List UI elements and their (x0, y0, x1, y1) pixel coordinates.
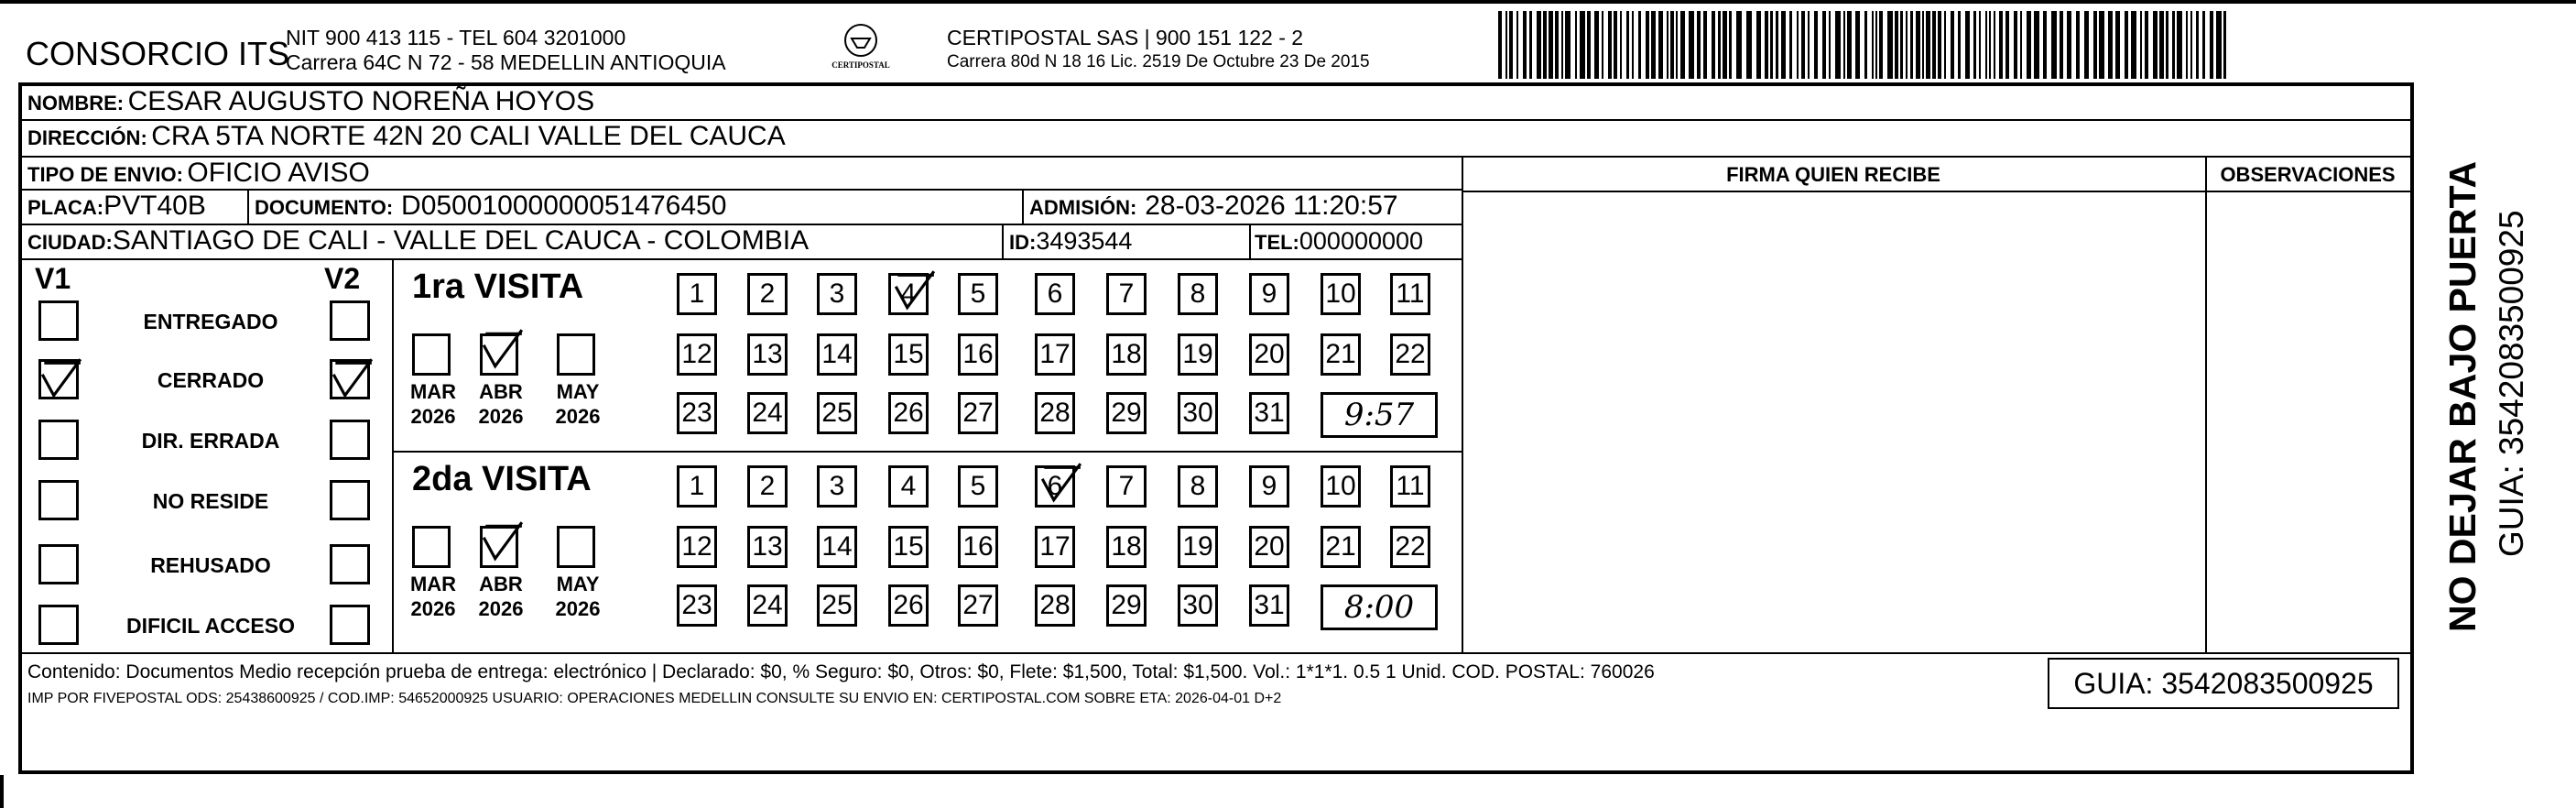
barcode-bar (1658, 11, 1663, 79)
visit-title: 2da VISITA (412, 460, 592, 498)
city-value: SANTIAGO DE CALI - VALLE DEL CAUCA - COLOMBIA (112, 225, 810, 256)
day-box[interactable]: 17 (1035, 526, 1075, 568)
plate-row (22, 191, 1463, 225)
status-label: NO RESIDE (152, 489, 269, 513)
barcode-bar (1575, 11, 1577, 79)
barcode-bar (2067, 11, 2071, 79)
month-name: ABR (479, 380, 523, 403)
barcode-bar (2145, 11, 2148, 79)
status-v1-box[interactable] (38, 544, 79, 584)
barcode-bar (2108, 11, 2113, 79)
left-border-mark (0, 775, 4, 808)
barcode-bar (1765, 11, 1768, 79)
barcode-bar (2093, 11, 2097, 79)
day-box[interactable]: 31 (1249, 392, 1289, 434)
barcode-bar (1900, 11, 1903, 79)
day-box[interactable]: 13 (747, 526, 788, 568)
barcode-bar (1638, 11, 1641, 79)
day-box[interactable]: 29 (1106, 584, 1147, 627)
day-box[interactable]: 11 (1390, 273, 1430, 315)
visit-title: 1ra VISITA (412, 268, 584, 306)
day-box[interactable]: 12 (677, 333, 717, 376)
status-v1-box[interactable] (38, 300, 79, 341)
barcode-bar (2186, 11, 2188, 79)
day-box[interactable]: 24 (747, 584, 788, 627)
barcode-bar (1835, 11, 1841, 79)
barcode-bar (1864, 11, 1867, 79)
handwritten-time-box: 8:00 (1321, 584, 1438, 630)
barcode-bar (1670, 11, 1674, 79)
day-box[interactable]: 7 (1106, 273, 1147, 315)
barcode-bar (1875, 11, 1877, 79)
company-nit: NIT 900 413 115 - TEL 604 3201000 (286, 26, 626, 49)
day-box[interactable]: 18 (1106, 526, 1147, 568)
barcode-bar (1537, 11, 1541, 79)
month-label (546, 572, 610, 621)
month-name: ABR (479, 573, 523, 595)
status-v2-box[interactable] (330, 480, 370, 520)
barcode-bar (1944, 11, 1946, 79)
barcode-bar (1789, 11, 1792, 79)
barcode-bar (2131, 11, 2136, 79)
barcode-bar (2060, 11, 2063, 79)
month-label (401, 379, 465, 429)
type-row (22, 158, 1463, 191)
barcode-bar (1843, 11, 1845, 79)
day-box[interactable]: 27 (958, 392, 998, 434)
barcode-bar (1879, 11, 1883, 79)
barcode-bar (1620, 11, 1622, 79)
month-name: MAR (409, 573, 457, 595)
day-box[interactable]: 19 (1178, 333, 1218, 376)
id-label: ID: (1009, 231, 1037, 254)
barcode-bar (2223, 11, 2226, 79)
day-box[interactable]: 6 (1035, 273, 1075, 315)
barcode-bar (1680, 11, 1685, 79)
month-label (546, 379, 610, 429)
month-box[interactable] (557, 333, 595, 376)
barcode-bar (2202, 11, 2205, 79)
barcode (1498, 11, 2231, 79)
barcode-bar (1697, 11, 1701, 79)
day-box[interactable]: 30 (1178, 392, 1218, 434)
day-box[interactable]: 13 (747, 333, 788, 376)
barcode-bar (1565, 11, 1571, 79)
barcode-bar (1887, 11, 1893, 79)
barcode-bar (2166, 11, 2168, 79)
month-year: 2026 (478, 597, 524, 620)
admission-value: 28-03-2026 11:20:57 (1145, 191, 1398, 221)
day-box[interactable]: 23 (677, 584, 717, 627)
day-box[interactable]: 8 (1178, 465, 1218, 508)
month-label (469, 379, 533, 429)
day-box[interactable]: 21 (1321, 526, 1361, 568)
status-v2-box[interactable] (330, 300, 370, 341)
day-box[interactable]: 3 (817, 273, 857, 315)
barcode-bar (1608, 11, 1612, 79)
barcode-bar (1999, 11, 2003, 79)
document-value: D05001000000051476450 (401, 191, 727, 221)
barcode-bar (2051, 11, 2057, 79)
status-label: REHUSADO (150, 553, 271, 577)
barcode-bar (1973, 11, 1976, 79)
barcode-bar (1509, 11, 1513, 79)
barcode-bar (1529, 11, 1532, 79)
status-v2-box[interactable] (330, 544, 370, 584)
status-v1-header: V1 (35, 262, 71, 295)
day-box[interactable]: 11 (1390, 465, 1430, 508)
city-row (22, 225, 1463, 260)
barcode-bar (1916, 11, 1920, 79)
barcode-bar (1703, 11, 1707, 79)
divider-visits (392, 451, 1462, 453)
status-label: DIR. ERRADA (141, 429, 280, 453)
barcode-bar (1958, 11, 1961, 79)
barcode-bar (1712, 11, 1715, 79)
barcode-bar (1580, 11, 1585, 79)
month-name: MAR (409, 380, 457, 403)
day-box[interactable]: 1 (677, 465, 717, 508)
side-guia: GUIA: 3542083500925 (2493, 210, 2530, 557)
status-label: ENTREGADO (143, 310, 278, 333)
address-label: DIRECCIÓN: (27, 126, 147, 149)
shipment-type: OFICIO AVISO (187, 158, 370, 188)
barcode-bar (1667, 11, 1668, 79)
status-v1-box[interactable] (38, 480, 79, 520)
barcode-bar (2115, 11, 2120, 79)
side-warning: NO DEJAR BAJO PUERTA (2441, 160, 2484, 632)
logo-text: CERTIPOSTAL (831, 60, 890, 70)
day-box[interactable]: 9 (1249, 273, 1289, 315)
day-box[interactable]: 4 (888, 465, 929, 508)
barcode-bar (1932, 11, 1936, 79)
day-box[interactable]: 5 (958, 465, 998, 508)
footer-imp: IMP POR FIVEPOSTAL ODS: 25438600925 / COD.IMP: 54652000925 USUARIO: OPERACIONES MEDELLIN CONSULTE SU ENVIO EN: CERTIPOSTAL.COM SOBRE ETA: 2026-04-01 D+2 (27, 691, 1282, 706)
barcode-bar (2125, 11, 2128, 79)
barcode-bar (1855, 11, 1860, 79)
barcode-bar (1926, 11, 1930, 79)
barcode-bar (2190, 11, 2192, 79)
city-label: CIUDAD: (27, 231, 113, 254)
footer-guia-box (2048, 658, 2399, 709)
barcode-bar (1770, 11, 1773, 79)
id-value: 3493544 (1036, 227, 1133, 255)
status-v2-box[interactable] (330, 420, 370, 460)
barcode-bar (2027, 11, 2031, 79)
status-label: CERRADO (157, 368, 265, 392)
status-v1-box[interactable] (38, 605, 79, 645)
month-name: MAY (556, 380, 600, 403)
day-box[interactable]: 28 (1035, 584, 1075, 627)
barcode-bar (1808, 11, 1810, 79)
month-box[interactable] (557, 526, 595, 568)
status-v2-header: V2 (324, 262, 361, 295)
barcode-bar (2216, 11, 2222, 79)
barcode-bar (1614, 11, 1617, 79)
barcode-bar (1549, 11, 1553, 79)
barcode-bar (1829, 11, 1831, 79)
day-box[interactable]: 19 (1178, 526, 1218, 568)
day-box[interactable]: 23 (677, 392, 717, 434)
day-box[interactable]: 4 (888, 273, 929, 315)
barcode-bar (2014, 11, 2017, 79)
barcode-bar (1498, 11, 1502, 79)
day-box[interactable]: 29 (1106, 392, 1147, 434)
barcode-bar (1822, 11, 1826, 79)
barcode-bar (1814, 11, 1818, 79)
status-v2-box[interactable] (330, 605, 370, 645)
month-box[interactable] (412, 526, 451, 568)
status-v1-box[interactable] (38, 420, 79, 460)
barcode-bar (2159, 11, 2164, 79)
day-box[interactable]: 12 (677, 526, 717, 568)
day-box[interactable]: 15 (888, 333, 929, 376)
barcode-bar (1543, 11, 1547, 79)
month-year: 2026 (555, 597, 601, 620)
day-box[interactable]: 21 (1321, 333, 1361, 376)
day-box[interactable]: 10 (1321, 465, 1361, 508)
barcode-bar (1985, 11, 1987, 79)
barcode-bar (1555, 11, 1559, 79)
day-box[interactable]: 20 (1249, 333, 1289, 376)
divider-signature (1462, 158, 1463, 652)
barcode-bar (1994, 11, 1995, 79)
month-label (469, 572, 533, 621)
barcode-bar (1756, 11, 1761, 79)
barcode-bar (2177, 11, 2182, 79)
status-label: DIFICIL ACCESO (125, 614, 295, 638)
day-box[interactable]: 14 (817, 526, 857, 568)
month-year: 2026 (410, 597, 456, 620)
admission-label: ADMISIÓN: (1029, 196, 1137, 219)
barcode-bar (1951, 11, 1954, 79)
barcode-bar (1736, 11, 1742, 79)
day-box[interactable]: 17 (1035, 333, 1075, 376)
plate-value: PVT40B (103, 191, 206, 221)
barcode-bar (1965, 11, 1970, 79)
day-box[interactable]: 8 (1178, 273, 1218, 315)
barcode-bar (2172, 11, 2175, 79)
header-top-rule (0, 0, 2576, 4)
day-box[interactable]: 6 (1035, 465, 1075, 508)
document-label: DOCUMENTO: (255, 196, 394, 219)
barcode-bar (1872, 11, 1874, 79)
barcode-bar (1676, 11, 1678, 79)
barcode-bar (1847, 11, 1852, 79)
barcode-bar (1895, 11, 1898, 79)
delivery-form (18, 82, 2414, 774)
barcode-bar (1797, 11, 1799, 79)
barcode-bar (2210, 11, 2213, 79)
day-box[interactable]: 28 (1035, 392, 1075, 434)
barcode-bar (1632, 11, 1634, 79)
day-box[interactable]: 5 (958, 273, 998, 315)
barcode-bar (1523, 11, 1527, 79)
barcode-bar (1723, 11, 1727, 79)
barcode-bar (1910, 11, 1913, 79)
day-box[interactable]: 2 (747, 273, 788, 315)
status-v1-box[interactable] (38, 359, 79, 399)
barcode-bar (1729, 11, 1732, 79)
month-box[interactable] (480, 333, 518, 376)
day-box[interactable]: 16 (958, 526, 998, 568)
barcode-bar (1594, 11, 1599, 79)
month-year: 2026 (478, 405, 524, 428)
address-row (22, 121, 2410, 158)
barcode-bar (1922, 11, 1924, 79)
day-box[interactable]: 2 (747, 465, 788, 508)
barcode-bar (1689, 11, 1694, 79)
company-address: Carrera 64C N 72 - 58 MEDELLIN ANTIOQUIA (286, 50, 726, 74)
barcode-bar (1626, 11, 1629, 79)
barcode-bar (2196, 11, 2199, 79)
day-box[interactable]: 1 (677, 273, 717, 315)
observations-header: OBSERVACIONES (2220, 163, 2396, 186)
barcode-bar (1781, 11, 1786, 79)
barcode-bar (1938, 11, 1941, 79)
day-box[interactable]: 3 (817, 465, 857, 508)
carrier-license: Carrera 80d N 18 16 Lic. 2519 De Octubre 23 De 2015 (947, 52, 1370, 71)
name-label: NOMBRE: (27, 92, 125, 115)
barcode-bar (1746, 11, 1752, 79)
barcode-bar (1587, 11, 1591, 79)
barcode-bar (1776, 11, 1778, 79)
day-box[interactable]: 9 (1249, 465, 1289, 508)
day-box[interactable]: 30 (1178, 584, 1218, 627)
barcode-bar (1602, 11, 1603, 79)
tel-label: TEL: (1255, 231, 1299, 254)
day-box[interactable]: 24 (747, 392, 788, 434)
day-box[interactable]: 15 (888, 526, 929, 568)
divider-observations (2205, 158, 2207, 652)
month-label (401, 572, 465, 621)
footer-content: Contenido: Documentos Medio recepción prueba de entrega: electrónico | Declarado: $0, % Seguro: $0, Otros: $0, Flete: $1,500, Total: $1,500. Vol.: 1*1*1. 0.5 1 Unid. COD. POSTAL: 760026 (27, 661, 1655, 682)
footer-guia: GUIA: 3542083500925 (2073, 666, 2374, 700)
barcode-bar (2076, 11, 2080, 79)
day-box[interactable]: 27 (958, 584, 998, 627)
day-box[interactable]: 7 (1106, 465, 1147, 508)
tel-value: 000000000 (1299, 227, 1424, 255)
barcode-bar (2005, 11, 2009, 79)
divider-footer (22, 652, 2410, 654)
recipient-address: CRA 5TA NORTE 42N 20 CALI VALLE DEL CAUCA (151, 121, 786, 151)
barcode-bar (1989, 11, 1991, 79)
day-box[interactable]: 31 (1249, 584, 1289, 627)
day-box[interactable]: 20 (1249, 526, 1289, 568)
barcode-bar (1651, 11, 1656, 79)
day-box[interactable]: 22 (1390, 526, 1430, 568)
barcode-bar (1906, 11, 1908, 79)
type-label: TIPO DE ENVIO: (27, 163, 183, 186)
day-box[interactable]: 16 (958, 333, 998, 376)
day-box[interactable]: 26 (888, 392, 929, 434)
name-row (22, 86, 2410, 121)
day-box[interactable]: 25 (817, 392, 857, 434)
barcode-bar (2099, 11, 2104, 79)
barcode-bar (1801, 11, 1805, 79)
day-box[interactable]: 18 (1106, 333, 1147, 376)
status-v2-box[interactable] (330, 359, 370, 399)
barcode-bar (2084, 11, 2089, 79)
barcode-bar (1561, 11, 1563, 79)
barcode-bar (2020, 11, 2022, 79)
day-box[interactable]: 14 (817, 333, 857, 376)
month-year: 2026 (410, 405, 456, 428)
barcode-bar (1718, 11, 1721, 79)
barcode-bar (1505, 11, 1507, 79)
divider-status (392, 260, 394, 652)
day-box[interactable]: 25 (817, 584, 857, 627)
barcode-bar (2043, 11, 2047, 79)
day-box[interactable]: 26 (888, 584, 929, 627)
month-year: 2026 (555, 405, 601, 428)
certipostal-logo (824, 20, 897, 75)
barcode-bar (1516, 11, 1518, 79)
month-name: MAY (556, 573, 600, 595)
barcode-bar (1646, 11, 1649, 79)
barcode-bar (2153, 11, 2158, 79)
barcode-bar (2034, 11, 2039, 79)
month-box[interactable] (412, 333, 451, 376)
barcode-bar (1979, 11, 1981, 79)
handwritten-time-box: 9:57 (1321, 392, 1438, 438)
recipient-name: CESAR AUGUSTO NOREÑA HOYOS (127, 86, 595, 116)
company-name: CONSORCIO ITS (26, 35, 290, 72)
barcode-bar (2140, 11, 2142, 79)
signature-header: FIRMA QUIEN RECIBE (1726, 163, 1940, 186)
carrier-name: CERTIPOSTAL SAS | 900 151 122 - 2 (947, 26, 1304, 49)
day-box[interactable]: 22 (1390, 333, 1430, 376)
plate-label: PLACA: (27, 196, 104, 219)
day-box[interactable]: 10 (1321, 273, 1361, 315)
month-box[interactable] (480, 526, 518, 568)
